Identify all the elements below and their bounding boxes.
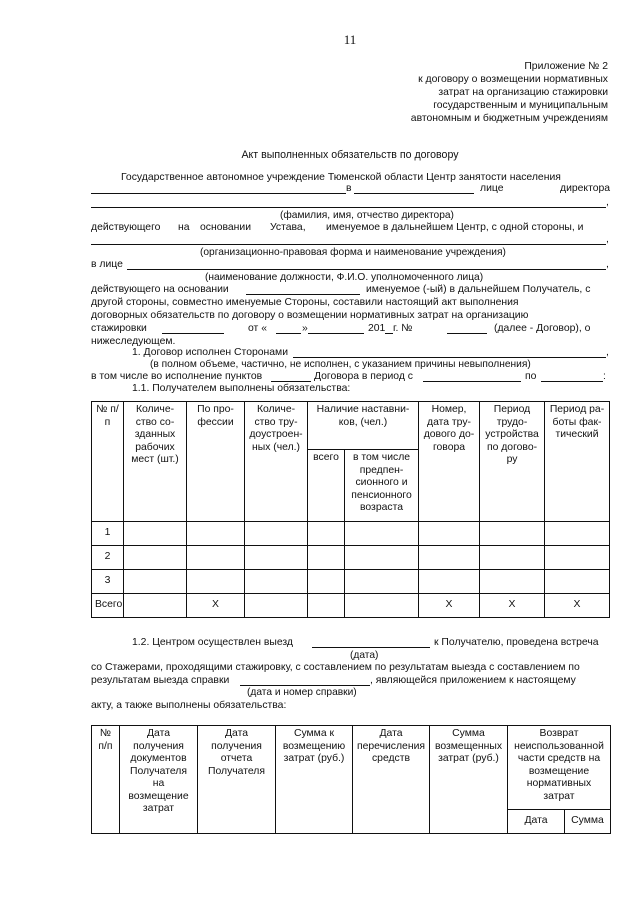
day-blank[interactable] xyxy=(276,333,301,334)
body-text: Устава, xyxy=(270,222,306,233)
body-text: от « xyxy=(248,323,267,334)
appendix-header xyxy=(308,60,608,125)
obligations-table xyxy=(91,401,610,618)
body-line: акту, а также выполнены обязательства: xyxy=(91,700,287,711)
body-text: 1.2. Центром осуществлен выезд xyxy=(132,637,293,648)
body-text: , xyxy=(606,259,609,270)
report-blank[interactable] xyxy=(240,685,370,686)
period-from-blank[interactable] xyxy=(423,381,521,382)
table-row xyxy=(92,546,610,570)
table-row xyxy=(92,522,610,546)
appendix-line: Приложение № 2 xyxy=(524,61,608,72)
period-to-blank[interactable] xyxy=(541,381,603,382)
body-text: г. № xyxy=(393,323,413,334)
column-header: Дата получения документов Получателя на возмещение затрат xyxy=(120,726,198,834)
column-header: Дата перечисления средств xyxy=(353,726,430,834)
table-cell[interactable] xyxy=(308,570,345,594)
table-cell[interactable] xyxy=(419,522,480,546)
column-header: Количе-ство тру-доустроен-ных (чел.) xyxy=(245,402,308,522)
table-cell: X xyxy=(419,594,480,618)
table-cell[interactable] xyxy=(245,594,308,618)
table-cell[interactable] xyxy=(345,522,419,546)
column-header: Наличие наставни-ков, (чел.) xyxy=(308,402,419,450)
table-cell[interactable] xyxy=(345,546,419,570)
table-cell[interactable] xyxy=(245,546,308,570)
field-caption: (фамилия, имя, отчество директора) xyxy=(280,210,454,221)
column-header: Дата получения отчета Получателя xyxy=(198,726,276,834)
year-blank[interactable] xyxy=(385,333,393,334)
body-text: , xyxy=(606,234,609,245)
body-text: , являющейся приложением к настоящему xyxy=(370,675,576,686)
column-header: Количе-ство со-зданных рабочих мест (шт.) xyxy=(124,402,187,522)
body-line: другой стороны, совместно именуемые Стороны, составили настоящий акт выполнения xyxy=(91,297,519,308)
body-text: (далее - Договор), о xyxy=(494,323,591,334)
table-cell[interactable] xyxy=(245,570,308,594)
column-header: Период ра-боты фак-тический xyxy=(545,402,610,522)
table-cell[interactable] xyxy=(245,522,308,546)
column-header: № п/п xyxy=(92,402,124,522)
body-text: в xyxy=(346,183,352,194)
payments-table xyxy=(91,725,611,834)
table-header-row xyxy=(92,726,611,810)
table-cell[interactable] xyxy=(345,594,419,618)
field-caption: (наименование должности, Ф.И.О. уполномоченного лица) xyxy=(205,272,484,283)
table-cell: X xyxy=(187,594,245,618)
table-cell[interactable] xyxy=(308,546,345,570)
body-text: директора xyxy=(560,183,611,194)
appendix-line: затрат на организацию стажировки xyxy=(438,87,608,98)
body-text: в лице xyxy=(91,259,123,270)
director-name-blank[interactable] xyxy=(91,207,606,208)
director-blank[interactable] xyxy=(91,193,346,194)
field-caption: (организационно-правовая форма и наименование учреждения) xyxy=(200,247,506,258)
table-cell[interactable] xyxy=(419,546,480,570)
table-cell[interactable] xyxy=(124,546,187,570)
table-cell[interactable] xyxy=(124,594,187,618)
body-text: » xyxy=(302,323,308,334)
column-subheader: Сумма xyxy=(565,810,611,834)
field-caption: (в полном объеме, частично, не исполнен, с указанием причины невыполнения) xyxy=(150,359,531,370)
appendix-line: государственным и муниципальным xyxy=(433,100,608,111)
body-text: действующего на основании xyxy=(91,284,229,295)
table-cell[interactable] xyxy=(545,522,610,546)
body-text: 201 xyxy=(368,323,386,334)
field-caption: (дата) xyxy=(350,650,379,661)
body-text: лице xyxy=(480,183,504,194)
organization-blank[interactable] xyxy=(91,244,606,245)
body-line: договорных обязательств по договору о возмещении нормативных затрат на организацию xyxy=(91,310,529,321)
body-text: по xyxy=(525,371,537,382)
table-row xyxy=(92,570,610,594)
table-cell[interactable] xyxy=(187,546,245,570)
appendix-line: к договору о возмещении нормативных xyxy=(418,74,608,85)
body-line: со Стажерами, проходящими стажировку, с составлением по результатам выезда с составлением по xyxy=(91,662,580,673)
table-cell[interactable] xyxy=(308,594,345,618)
table-cell[interactable] xyxy=(545,570,610,594)
table-cell[interactable] xyxy=(480,570,545,594)
body-text: основании xyxy=(200,222,252,233)
column-header: № п/п xyxy=(92,726,120,834)
column-subheader: Дата xyxy=(508,810,565,834)
column-header: Сумма возмещенных затрат (руб.) xyxy=(430,726,508,834)
body-text: 1. Договор исполнен Сторонами xyxy=(132,347,289,358)
body-line: нижеследующем. xyxy=(91,336,176,347)
table-cell[interactable] xyxy=(345,570,419,594)
items-blank[interactable] xyxy=(271,381,311,382)
column-subheader: в том числе предпен-сионного и пенсионного возраста xyxy=(345,450,419,522)
table-cell[interactable] xyxy=(480,522,545,546)
body-text: именуемое в дальнейшем Центр, с одной стороны, и xyxy=(326,222,584,233)
contract-number-blank[interactable] xyxy=(447,333,487,334)
table-cell[interactable] xyxy=(419,570,480,594)
body-text: именуемое (-ый) в дальнейшем Получатель, с xyxy=(366,284,591,295)
basis-blank[interactable] xyxy=(246,294,360,295)
table-total-row xyxy=(92,594,610,618)
appendix-line: автономным и бюджетным учреждениям xyxy=(410,113,608,124)
table-cell: 1 xyxy=(92,522,124,546)
body-text: действующего xyxy=(91,222,161,233)
body-text: к Получателю, проведена встреча xyxy=(434,637,599,648)
column-header: Возврат неиспользованной части средств на возмещение нормативных затрат xyxy=(508,726,611,810)
table-cell: X xyxy=(480,594,545,618)
table-cell: Всего xyxy=(92,594,124,618)
body-text: в том числе во исполнение пунктов xyxy=(91,371,263,382)
body-text: на xyxy=(178,222,190,233)
blank[interactable] xyxy=(354,193,474,194)
execution-status-blank[interactable] xyxy=(293,357,606,358)
table-cell[interactable] xyxy=(308,522,345,546)
column-subheader: всего xyxy=(308,450,345,522)
section-heading: 1.1. Получателем выполнены обязательства: xyxy=(132,383,351,394)
table-cell: 2 xyxy=(92,546,124,570)
field-caption: (дата и номер справки) xyxy=(247,687,357,698)
body-text: : xyxy=(603,371,606,382)
table-cell: X xyxy=(545,594,610,618)
body-text: Договора в период с xyxy=(314,371,413,382)
body-text: , xyxy=(606,197,609,208)
page-number: 11 xyxy=(343,32,357,47)
body-text: стажировки xyxy=(91,323,147,334)
blank[interactable] xyxy=(162,333,224,334)
representative-blank[interactable] xyxy=(127,269,606,270)
column-header: Период трудо-устройства по догово-ру xyxy=(480,402,545,522)
column-header: По про-фессии xyxy=(187,402,245,522)
column-header: Сумма к возмещению затрат (руб.) xyxy=(276,726,353,834)
month-blank[interactable] xyxy=(308,333,364,334)
body-text: , xyxy=(606,347,609,358)
document-title: Акт выполненных обязательств по договору xyxy=(241,149,459,161)
column-header: Номер, дата тру-дового до-говора xyxy=(419,402,480,522)
table-cell[interactable] xyxy=(187,522,245,546)
table-cell[interactable] xyxy=(124,570,187,594)
table-cell[interactable] xyxy=(187,570,245,594)
visit-date-blank[interactable] xyxy=(312,647,430,648)
table-cell[interactable] xyxy=(480,546,545,570)
table-header-row xyxy=(92,402,610,450)
body-text: результатам выезда справки xyxy=(91,675,230,686)
table-cell[interactable] xyxy=(124,522,187,546)
table-cell[interactable] xyxy=(545,546,610,570)
body-line: Государственное автономное учреждение Тюменской области Центр занятости населения xyxy=(121,172,561,183)
table-cell: 3 xyxy=(92,570,124,594)
